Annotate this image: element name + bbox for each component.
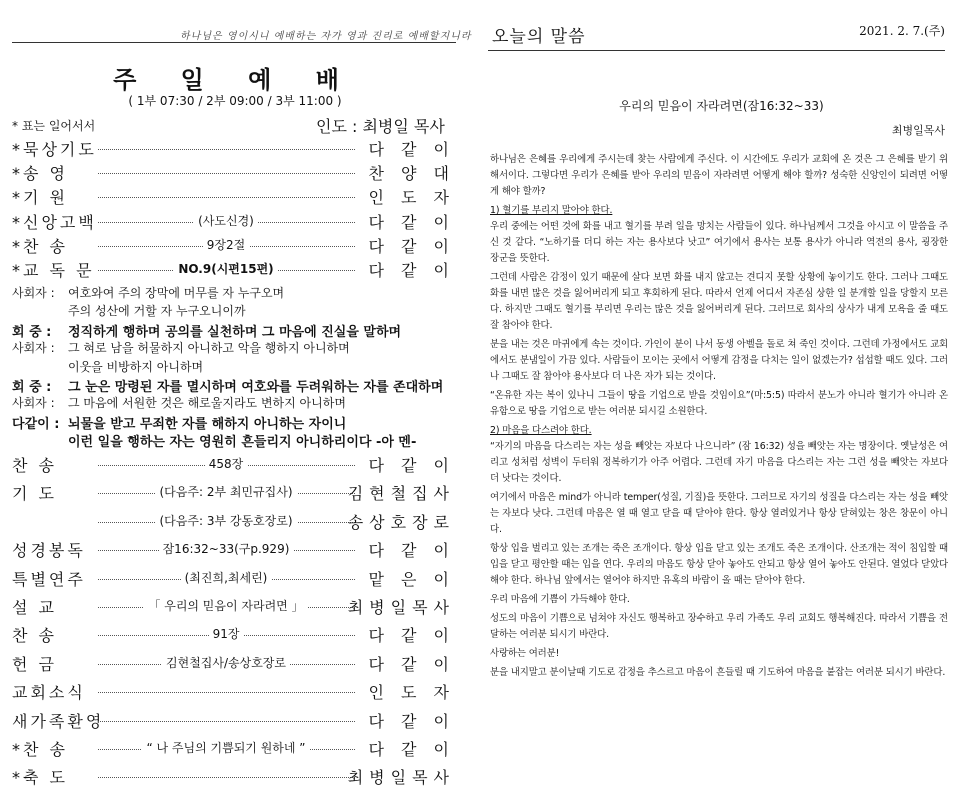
responsive-line xyxy=(12,358,462,375)
responsive-line xyxy=(12,284,462,301)
responsive-speaker: 사회자 : xyxy=(12,396,55,411)
dot-leader xyxy=(98,197,355,198)
order-content xyxy=(107,512,345,529)
responsive-speaker: 회 중 : xyxy=(12,324,52,340)
order-content-text: 458장 xyxy=(205,457,248,471)
order-content xyxy=(107,540,345,557)
sermon-paragraph: 하나님은 은혜를 우리에게 주시는데 찾는 사람에게 주신다. 이 시간에도 우리가 교회에 온 것은 그 은혜를 받기 위해서이다. 그렇다면 우리가 은혜를 받아 우리의 믿음이 자라려면 어떻게 해야 할까? 성숙한 신앙인이 되려면 어떻게 해야 할까? xyxy=(490,154,948,197)
order-label: *교 독 문 xyxy=(12,261,95,280)
sermon-paragraph: “자기의 마음을 다스리는 자는 성을 빼앗는 자보다 나으니라” (잠 16:32) 성을 빼앗는 자는 명장이다. 옛날성은 여리고 성처럼 성벽이 두터워 정복하기가 아주 어렵다. 그런데 자기 마음을 다스리는 자는 그런 성을 빼앗는 자보다 더 낫다는 것이다. xyxy=(490,441,948,484)
responsive-text: 그 마음에 서원한 것은 해로울지라도 변하지 아니하며 xyxy=(68,396,346,411)
standing-note: * 표는 일어서서 xyxy=(12,119,96,133)
order-person: 찬 양 대 xyxy=(368,164,455,184)
order-person: 인 도 자 xyxy=(368,683,455,703)
order-label: 찬 송 xyxy=(12,456,57,475)
sermon-paragraph: 항상 입을 벌리고 있는 조개는 죽은 조개이다. 항상 입을 닫고 있는 조개도 죽은 조개이다. 산조개는 적이 침입할 때 입을 닫고 평안할 때는 입을 연다. 우리의 마음도 항상 닫아 놓아도 안되고 항상 열어 놓아도 안된다. 열었다 닫았다 해야 한다. 하나님 앞에서는 열어야 하지만 유혹의 바람이 올 때는 닫아야 한다. xyxy=(490,543,948,586)
responsive-line xyxy=(12,431,462,450)
responsive-text: 뇌물을 받고 무죄한 자를 해하지 아니하는 자이니 xyxy=(68,416,347,432)
worship-order-page xyxy=(0,0,470,805)
sermon-paragraph: 여기에서 마음은 mind가 아니라 temper(성질, 기질)을 뜻한다. 그러므로 자기의 성질을 다스리는 자는 성을 빼앗는 자보다 낫다. 그런데 마음은 열 때 열고 닫을 때 닫아야 한다. 항상 열려있거나 항상 닫혀있는 창은 창문이 아니다. xyxy=(490,492,948,535)
order-row xyxy=(12,765,455,787)
page-title: 주 일 예 배 xyxy=(113,65,357,94)
order-person: 인 도 자 xyxy=(368,188,455,208)
sermon-paragraph: 분을 내는 것은 마귀에게 속는 것이다. 가인이 분이 나서 동생 아벨을 돌로 쳐 죽인 것이다. 그런데 가정에서도 교회에서도 분냄일이 가끔 있다. 사람들이 모이는 곳에서 어떻게 감정을 다치는 일이 없겠는가? 섭섭할 때도 있다. 그러나 그때도 잘 참아야 용사보다 더 나은 자가 되는 것이다. xyxy=(490,339,948,382)
responsive-speaker: 사회자 : xyxy=(12,341,55,356)
sermon-subheading: 2) 마음을 다스려야 한다. xyxy=(490,425,592,436)
order-person: 다 같 이 xyxy=(368,236,455,256)
bulletin-date: 2021. 2. 7.(주) xyxy=(859,24,945,38)
dot-leader xyxy=(98,173,355,174)
order-label: *찬 송 xyxy=(12,740,68,759)
order-content-text: (최진희,최세린) xyxy=(181,571,272,585)
order-person: 다 같 이 xyxy=(368,261,455,280)
sermon-paragraph: “온유한 자는 복이 있나니 그들이 땅을 기업으로 받을 것임이요”(마:5:5) 따라서 분노가 아니라 혈기가 아니라 온유함으로 땅을 기업으로 받는 여러분 되시길 소원한다. xyxy=(490,390,948,417)
order-person: 다 같 이 xyxy=(368,456,455,475)
responsive-line xyxy=(12,394,462,411)
responsive-text: 주의 성산에 거할 자 누구오니이까 xyxy=(68,304,246,319)
responsive-line xyxy=(12,413,462,432)
order-row xyxy=(12,595,455,617)
sermon-body xyxy=(490,152,948,684)
order-person: 다 같 이 xyxy=(368,711,455,731)
order-label: *묵상기도 xyxy=(12,140,97,159)
order-row xyxy=(12,185,455,207)
order-label: *기 원 xyxy=(12,188,68,208)
order-person: 다 같 이 xyxy=(368,740,455,759)
order-content xyxy=(107,236,345,253)
order-row xyxy=(12,137,455,159)
order-content xyxy=(107,739,345,756)
order-label: 기 도 xyxy=(12,484,57,504)
responsive-speaker: 사회자 : xyxy=(12,286,55,300)
order-content xyxy=(107,654,345,671)
order-row xyxy=(12,510,455,532)
service-times: ( 1부 07:30 / 2부 09:00 / 3부 11:00 ) xyxy=(128,94,342,108)
order-person: 다 같 이 xyxy=(368,541,455,561)
order-content xyxy=(107,597,345,614)
order-row xyxy=(12,481,455,503)
section-heading: 오늘의 말씀 xyxy=(492,27,586,47)
order-content-text: 김현철집사/송상호장로 xyxy=(162,656,290,670)
responsive-line xyxy=(12,302,462,319)
order-label: 특별연주 xyxy=(12,569,86,589)
order-person: 다 같 이 xyxy=(368,626,455,646)
responsive-text: 이웃을 비방하지 아니하며 xyxy=(68,359,204,374)
sermon-paragraph: 그런데 사람은 감정이 있기 때문에 살다 보면 화를 내지 않고는 견디지 못할 상황에 놓이기도 한다. 그러나 그때도 화를 내면 많은 것을 잃어버리게 되고 후회하게 된다. 따라서 언제 어디서 자존심 상한 일 분개할 일을 당할지 모른다. 하지만 그때도 혈기를 부리면 우리는 많은 것을 잃어버리게 된다. 그러므로 회사의 상사가 내게 모욕을 줄 때도 잘 참아야 한다. xyxy=(490,272,948,331)
responsive-text: 그 혀로 남을 허물하지 아니하고 악을 행하지 아니하며 xyxy=(68,341,350,356)
header-divider-right xyxy=(488,50,945,51)
responsive-text: 그 눈은 망령된 자를 멸시하며 여호와를 두려워하는 자를 존대하며 xyxy=(68,380,444,395)
sermon-paragraph: 분을 내지말고 분이날때 기도로 감정을 추스르고 마음이 흔들릴 때 기도하여 마음을 붙잡는 여러분 되시기 바란다. xyxy=(490,667,946,678)
order-content xyxy=(107,483,345,500)
responsive-speaker: 회 중 : xyxy=(12,380,52,395)
order-person: 최병일목사 xyxy=(347,768,455,788)
order-label: *축 도 xyxy=(12,768,68,788)
order-content-text: 「 우리의 믿음이 자라려면 」 xyxy=(144,599,307,613)
order-content xyxy=(107,260,345,277)
sermon-paragraph: 우리 마음에 기쁨이 가득해야 한다. xyxy=(490,594,630,605)
order-content-text: NO.9(시편15편) xyxy=(174,262,277,276)
responsive-text: 정직하게 행하며 공의를 실천하며 그 마음에 진실을 말하며 xyxy=(68,324,402,340)
order-row xyxy=(12,453,455,475)
order-person: 김현철집사 xyxy=(347,484,455,504)
sermon-paragraph: 우리 중에는 어떤 것에 화를 내고 혈기를 부려 일을 망치는 사람들이 있다. 하나님께서 그것을 아시고 이 말씀을 주신 것 같다. “노하기를 더디 하는 자는 용사보다 낫고” 여기에서 용사는 보통 용사가 아니라 역전의 용사, 굉장한 장군을 뜻한다. xyxy=(490,221,948,264)
order-person: 다 같 이 xyxy=(368,212,455,232)
order-content-text: “ 나 주님의 기쁨되기 원하네 ” xyxy=(142,741,309,755)
order-row xyxy=(12,623,455,645)
sermon-title: 우리의 믿음이 자라려면(잠16:32~33) xyxy=(619,99,824,113)
order-row xyxy=(12,652,455,674)
sermon-author: 최병일목사 xyxy=(891,124,945,137)
responsive-line xyxy=(12,376,462,395)
responsive-text: 이런 일을 행하는 자는 영원히 흔들리지 아니하리이다 -아 멘- xyxy=(68,435,417,451)
responsive-line xyxy=(12,339,462,356)
order-row xyxy=(12,234,455,256)
order-person: 최병일목사 xyxy=(347,598,455,617)
leader-label: 인도 : 최병일 목사 xyxy=(316,117,445,136)
order-label: 헌 금 xyxy=(12,654,57,674)
order-row xyxy=(12,161,455,183)
order-label: 새가족환영 xyxy=(12,711,105,731)
order-content-text: (다음주: 3부 강동호장로) xyxy=(156,514,297,528)
order-row xyxy=(12,538,455,560)
order-row xyxy=(12,258,455,280)
order-content xyxy=(107,625,345,642)
order-content-text: 91장 xyxy=(209,627,244,641)
dot-leader xyxy=(98,692,355,693)
order-content xyxy=(107,569,345,586)
order-row xyxy=(12,567,455,589)
sermon-paragraph: 성도의 마음이 기쁨으로 넘쳐야 자신도 행복하고 장수하고 우리 가족도 우리 교회도 행복해진다. 따라서 기쁨을 전달하는 여러분 되시기 바란다. xyxy=(490,613,948,640)
sermon-subheading: 1) 혈기를 부리지 말아야 한다. xyxy=(490,205,613,216)
order-content xyxy=(107,212,345,229)
order-content-text: (사도신경) xyxy=(194,214,258,228)
order-label: 찬 송 xyxy=(12,626,57,646)
order-content-text: (다음주: 2부 최민규집사) xyxy=(156,485,297,499)
order-label: *송 영 xyxy=(12,164,68,184)
order-row xyxy=(12,737,455,759)
responsive-line xyxy=(12,321,462,340)
sermon-paragraph: 사랑하는 여러분! xyxy=(490,648,560,659)
order-content xyxy=(107,455,345,472)
sermon-page xyxy=(484,0,959,805)
order-row xyxy=(12,680,455,702)
order-content-text: 잠16:32~33(구p.929) xyxy=(159,542,294,556)
order-person: 다 같 이 xyxy=(368,140,455,159)
responsive-speaker: 다같이 : xyxy=(12,416,60,432)
order-person: 다 같 이 xyxy=(368,654,455,674)
order-label: *찬 송 xyxy=(12,236,68,256)
order-label: 성경봉독 xyxy=(12,541,86,561)
order-content-text: 9장2절 xyxy=(203,238,249,252)
order-label: 설 교 xyxy=(12,598,57,617)
order-row xyxy=(12,210,455,232)
header-divider xyxy=(12,42,456,43)
dot-leader xyxy=(98,721,355,722)
responsive-text: 여호와여 주의 장막에 머무를 자 누구오며 xyxy=(68,286,285,300)
header-motto: 하나님은 영이시니 예배하는 자가 영과 진리로 예배할지니라 xyxy=(180,31,472,42)
order-label: *신앙고백 xyxy=(12,212,97,232)
order-row xyxy=(12,709,455,731)
order-person: 맡 은 이 xyxy=(368,569,455,589)
dot-leader xyxy=(98,777,355,778)
order-person: 송상호장로 xyxy=(347,512,455,532)
dot-leader xyxy=(98,149,355,150)
order-label: 교회소식 xyxy=(12,683,86,703)
